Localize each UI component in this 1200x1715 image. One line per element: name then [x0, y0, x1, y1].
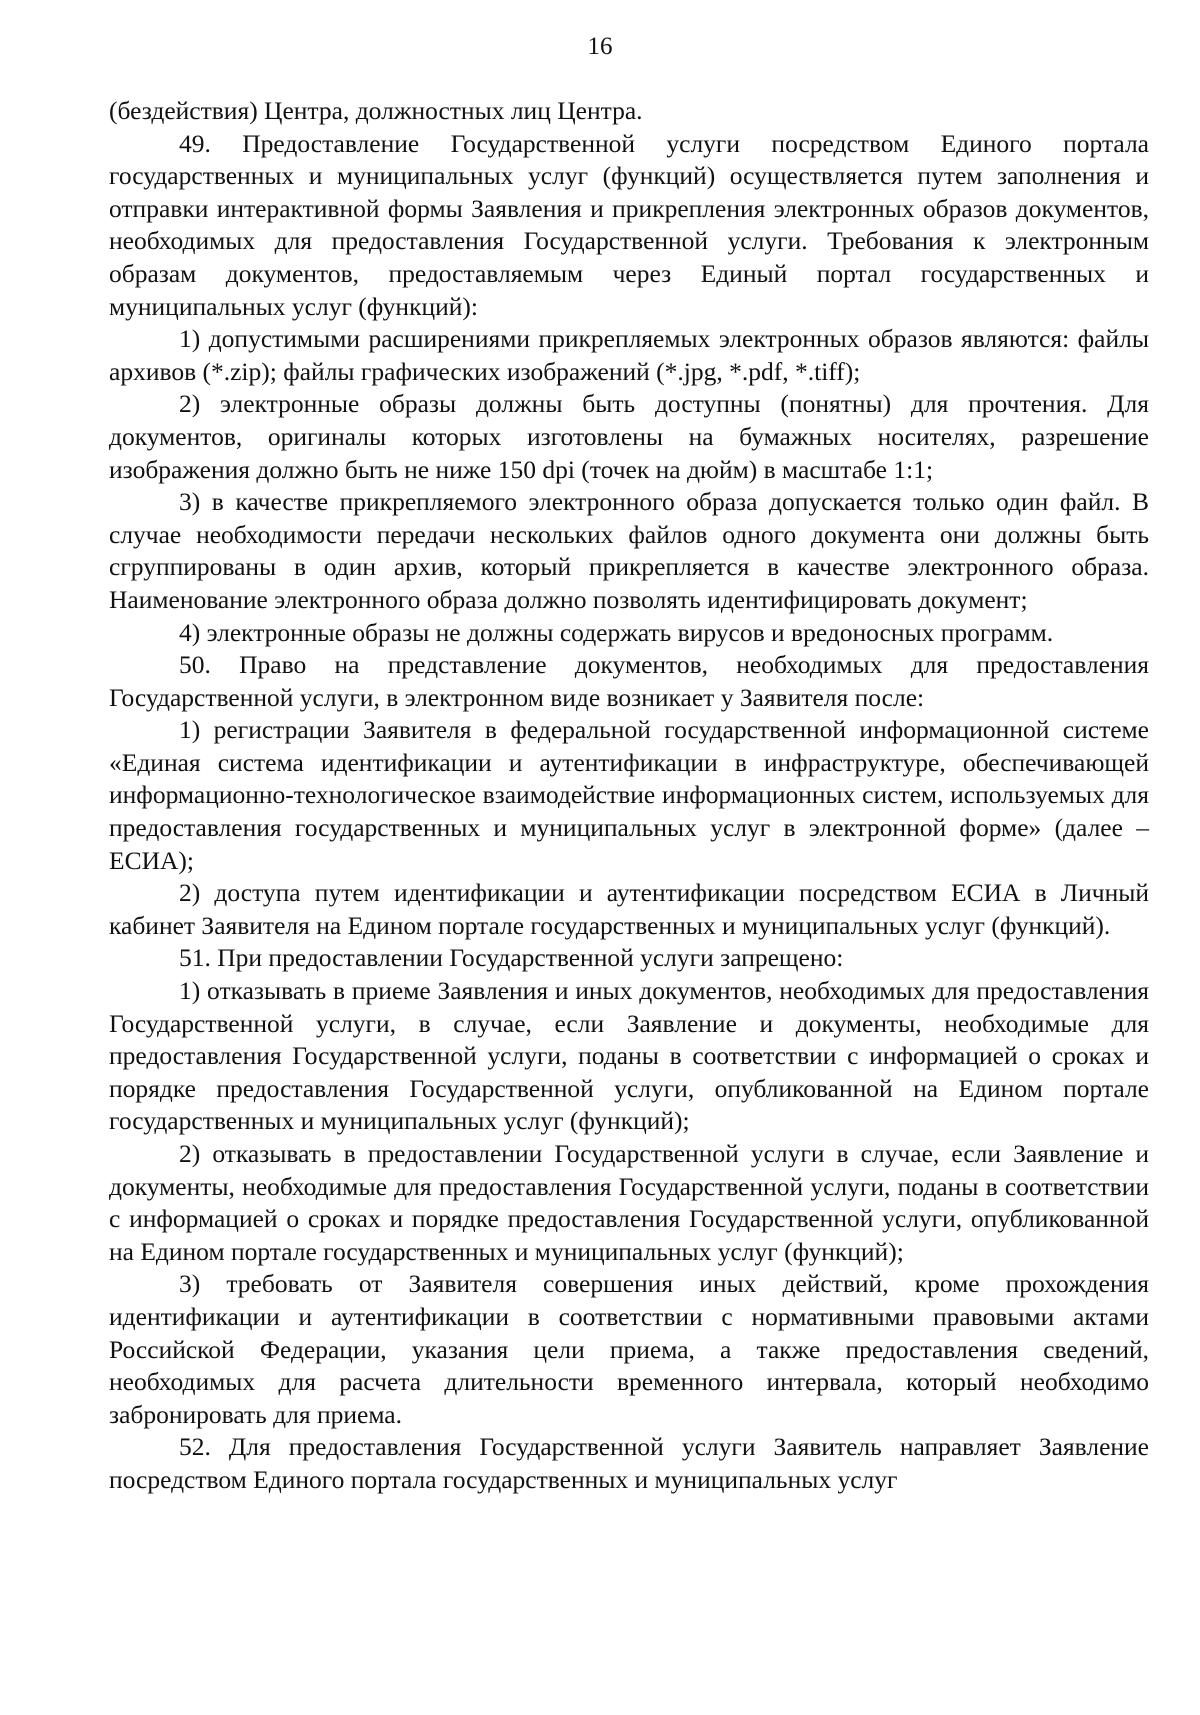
paragraph: 1) отказывать в приеме Заявления и иных документов, необходимых для предоставления Государственной услуги, в случае, если Заявление и документы, необходимые для предоставления Государственной услуги, поданы в соответствии с информацией о сроках и порядке предоставления Государственной услуги, опубликованной на Едином портале государственных и муниципальных услуг (функций); — [109, 976, 1149, 1136]
paragraph: 2) электронные образы должны быть доступны (понятны) для прочтения. Для документов, оригиналы которых изготовлены на бумажных носителях, разрешение изображения должно быть не ниже 150 dpi (точек на дюйм) в масштабе 1:1; — [109, 389, 1149, 484]
paragraph: 51. При предоставлении Государственной услуги запрещено: — [179, 943, 844, 973]
paragraph: 2) доступа путем идентификации и аутентификации посредством ЕСИА в Личный кабинет Заявителя на Едином портале государственных и муниципальных услуг (функций). — [109, 878, 1149, 940]
paragraph: 4) электронные образы не должны содержать вирусов и вредоносных программ. — [179, 617, 1054, 647]
paragraph: 52. Для предоставления Государственной услуги Заявитель направляет Заявление посредством Единого портала государственных и муниципальных услуг — [109, 1432, 1149, 1494]
paragraph: 3) требовать от Заявителя совершения иных действий, кроме прохождения идентификации и аутентификации в соответствии с нормативными правовыми актами Российской Федерации, указания цели приема, а также предоставления сведений, необходимых для расчета длительности временного интервала, который необходимо забронировать для приема. — [109, 1269, 1149, 1429]
paragraph: 49. Предоставление Государственной услуги посредством Единого портала государственных и муниципальных услуг (функций) осуществляется путем заполнения и отправки интерактивной формы Заявления и прикрепления электронных образов документов, необходимых для предоставления Государственной услуги. Требования к электронным образам документов, предоставляемым через Единый портал государственных и муниципальных услуг (функций): — [109, 128, 1149, 321]
paragraph: (бездействия) Центра, должностных лиц Центра. — [109, 96, 643, 125]
paragraph: 1) допустимыми расширениями прикрепляемых электронных образов являются: файлы архивов (*.zip); файлы графических изображений (*.jpg, *.pdf, *.tiff); — [109, 324, 1149, 386]
page-number: 16 — [587, 33, 613, 60]
document-body — [109, 95, 1149, 1497]
paragraph: 1) регистрации Заявителя в федеральной государственной информационной системе «Единая система идентификации и аутентификации в инфраструктуре, обеспечивающей информационно-технологическое взаимодействие информационных систем, используемых для предоставления государственных и муниципальных услуг в электронной форме» (далее – ЕСИА); — [109, 715, 1149, 875]
paragraph: 2) отказывать в предоставлении Государственной услуги в случае, если Заявление и документы, необходимые для предоставления Государственной услуги, поданы в соответствии с информацией о сроках и порядке предоставления Государственной услуги, опубликованной на Едином портале государственных и муниципальных услуг (функций); — [109, 1139, 1149, 1266]
paragraph: 50. Право на представление документов, необходимых для предоставления Государственной услуги, в электронном виде возникает у Заявителя после: — [109, 650, 1149, 712]
paragraph: 3) в качестве прикрепляемого электронного образа допускается только один файл. В случае необходимости передачи нескольких файлов одного документа они должны быть сгруппированы в один архив, который прикрепляется в качестве электронного образа. Наименование электронного образа должно позволять идентифицировать документ; — [109, 487, 1149, 614]
